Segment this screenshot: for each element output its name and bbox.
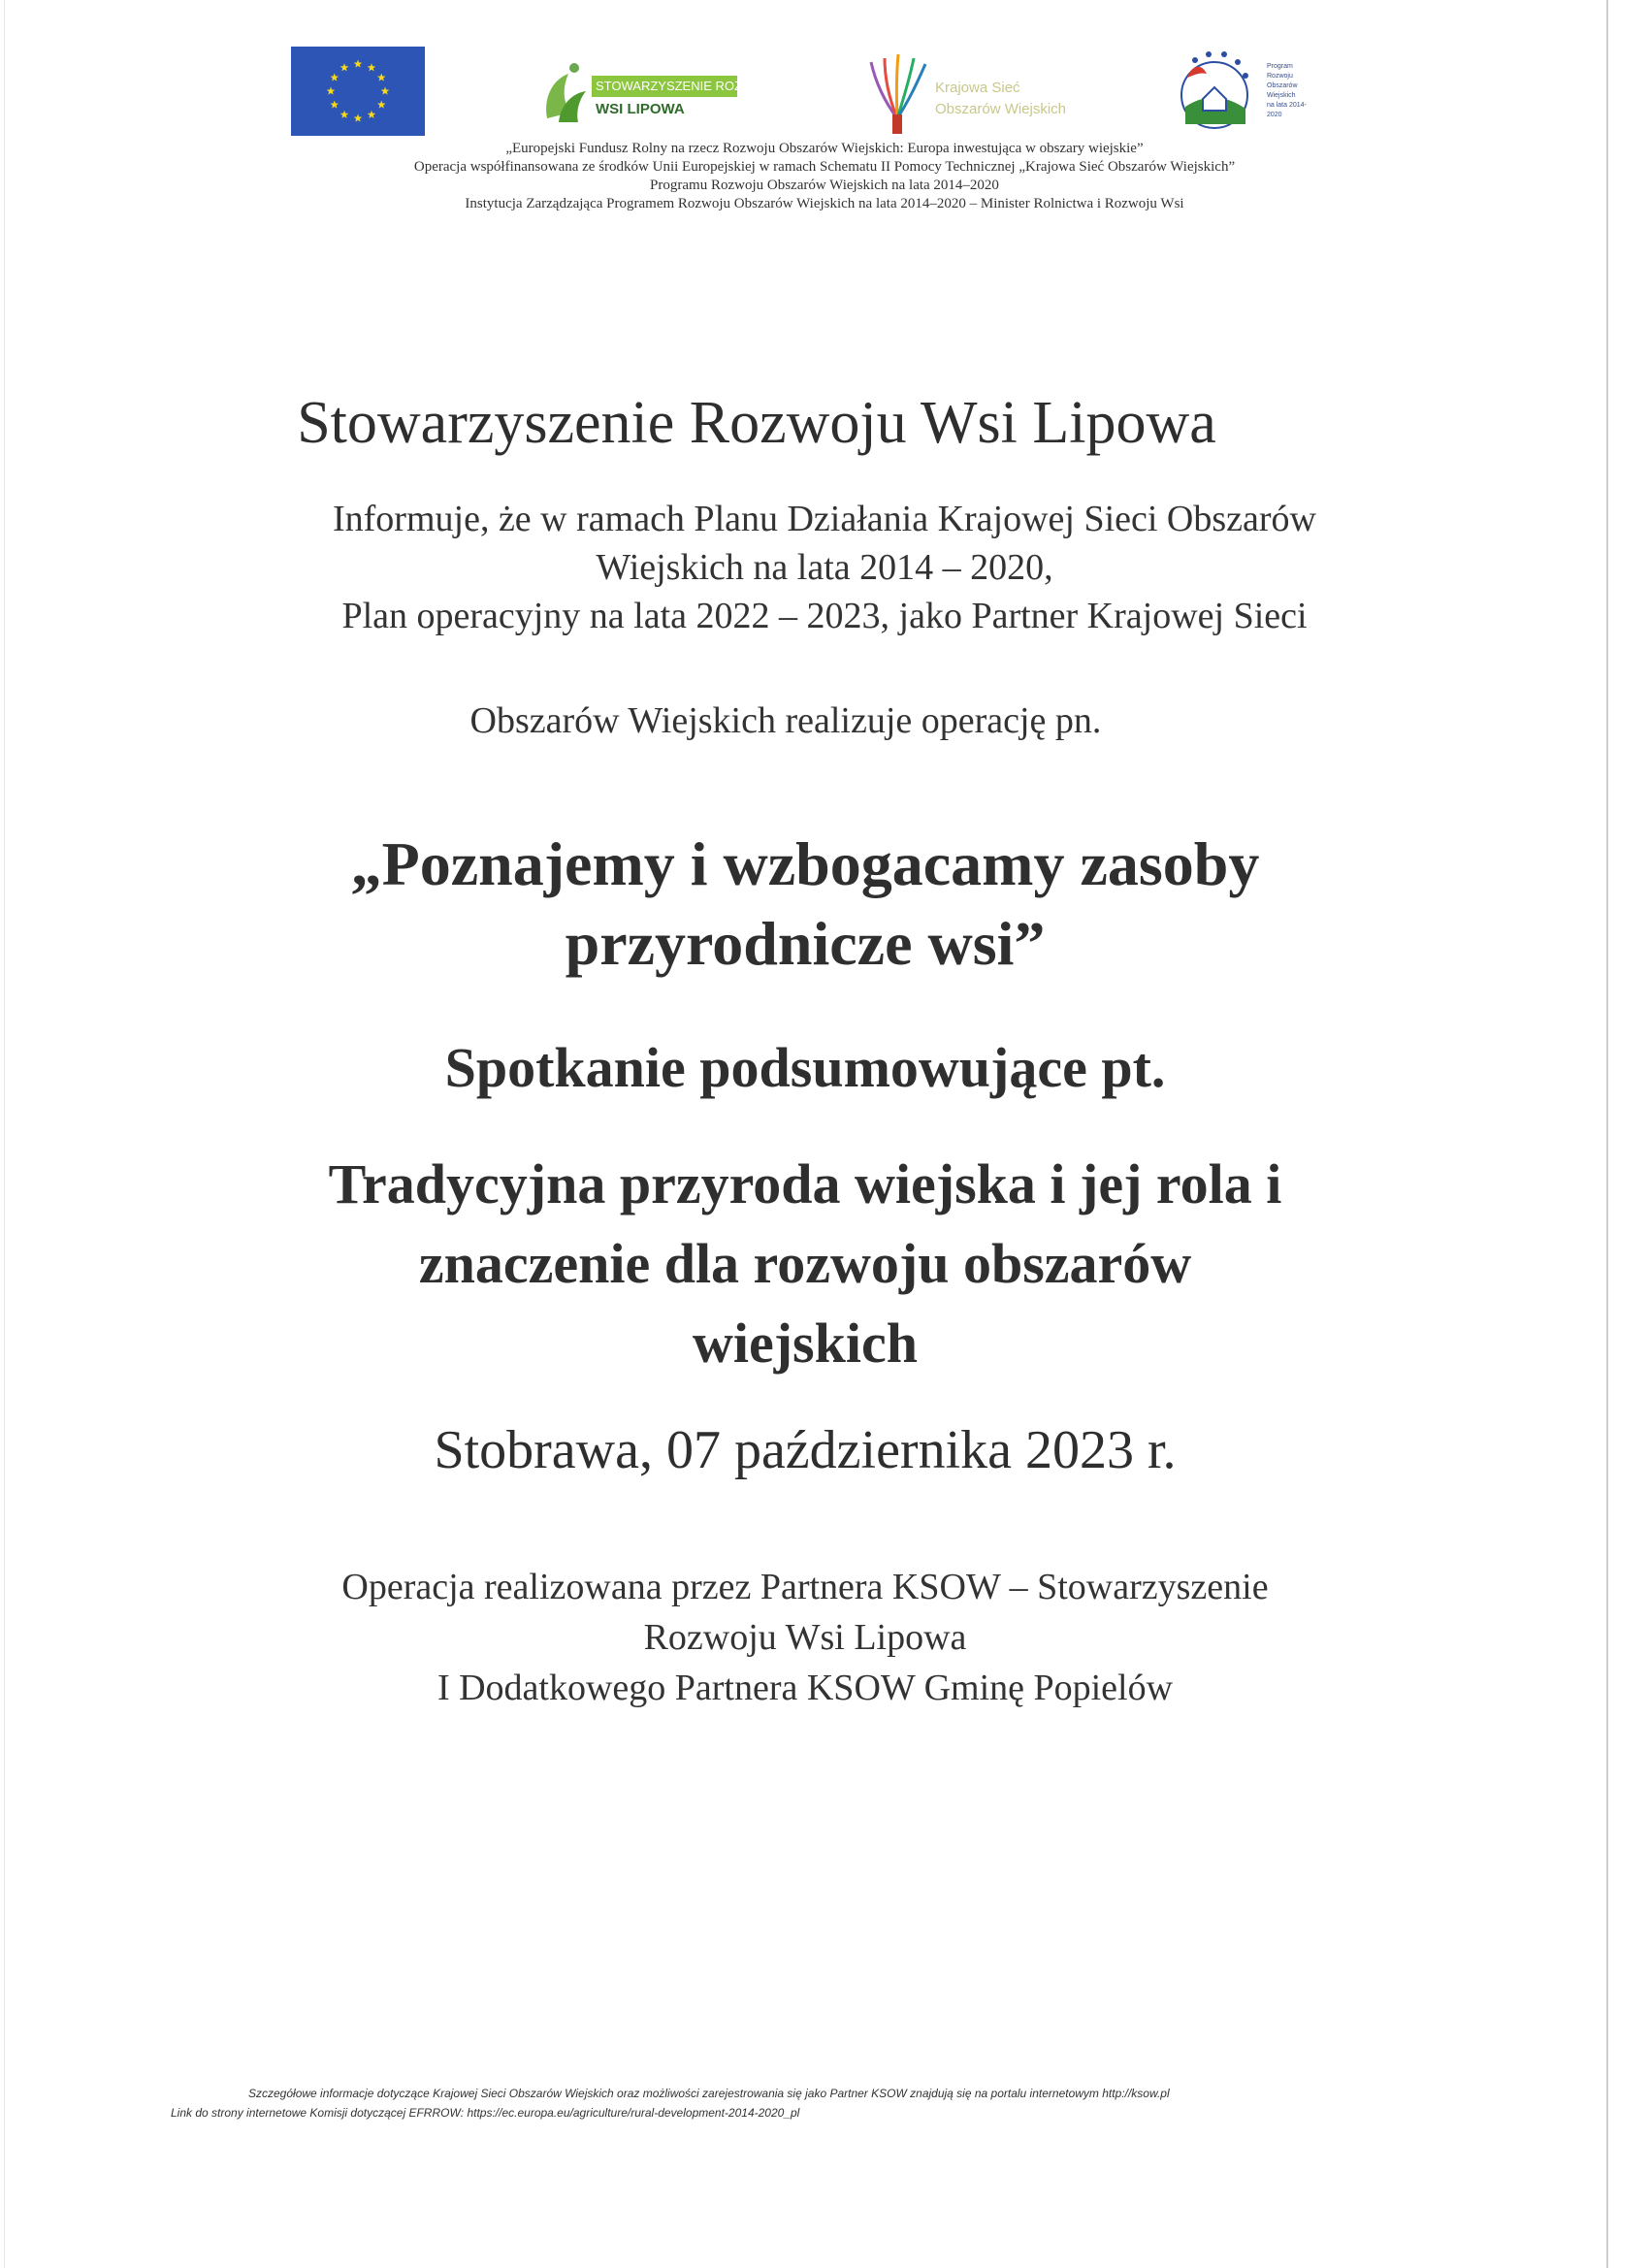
eu-star-icon <box>377 74 386 81</box>
operation-title-line: „Poznajemy i wzbogacamy zasoby <box>350 829 1260 898</box>
informs-line: Wiejskich na lata 2014 – 2020, <box>596 547 1053 588</box>
informs-continuation: Obszarów Wiejskich realizuje operację pn. <box>469 700 1102 741</box>
eu-star-icon <box>354 114 363 122</box>
association-logo-text-top: STOWARZYSZENIE ROZWOJU <box>596 79 780 93</box>
ksow-logo-icon <box>854 50 1096 138</box>
eu-star-icon <box>330 101 339 109</box>
operation-title <box>126 825 1484 984</box>
association-logo-icon <box>539 58 780 136</box>
ksow-logo-text-top: Krajowa Sieć <box>935 80 1020 96</box>
meeting-heading: Spotkanie podsumowujące pt. <box>444 1036 1166 1099</box>
eu-star-icon <box>340 63 349 71</box>
logo-strip <box>0 43 1649 149</box>
eu-star-icon <box>368 63 376 71</box>
prow-logo-icon <box>1174 49 1319 138</box>
organization-name: Stowarzyszenie Rozwoju Wsi Lipowa <box>297 390 1216 456</box>
eu-star-icon <box>368 111 376 118</box>
informs-line: Informuje, że w ramach Planu Działania Krajowej Sieci Obszarów <box>333 499 1316 539</box>
informs-paragraph <box>194 495 1455 640</box>
meeting-title-line: znaczenie dla rozwoju obszarów <box>418 1232 1192 1295</box>
meeting-title <box>126 1145 1484 1383</box>
eu-star-icon <box>354 60 363 68</box>
funding-header <box>194 140 1455 213</box>
ksow-logo-text-bottom: Obszarów Wiejskich <box>935 101 1067 117</box>
meeting-title-line: Tradycyjna przyroda wiejska i jej rola i <box>328 1152 1282 1215</box>
association-logo-text-bottom: WSI LIPOWA <box>596 101 685 117</box>
funding-line: Instytucja Zarządzająca Programem Rozwoju Obszarów Wiejskich na lata 2014–2020 – Minister Rolnictwa i Rozwoju Wsi <box>465 196 1184 211</box>
funding-line: Operacja współfinansowana ze środków Unii Europejskiej w ramach Schematu II Pomocy Technicznej „Krajowa Sieć Obszarów Wiejskich” <box>413 159 1236 175</box>
funding-line: „Europejski Fundusz Rolny na rzecz Rozwoju Obszarów Wiejskich: Europa inwestująca w obszary wiejskie” <box>505 141 1144 156</box>
footnote <box>165 2084 1581 2122</box>
eu-star-icon <box>340 111 349 118</box>
footnote-line: Link do strony internetowe Komisji dotyczącej EFRROW: https://ec.europa.eu/agriculture/rural-development-2014-2020_pl <box>171 2106 800 2120</box>
realized-by-line: Rozwoju Wsi Lipowa <box>643 1617 967 1658</box>
eu-flag-icon <box>291 47 425 136</box>
eu-star-icon <box>377 101 386 109</box>
operation-title-line: przyrodnicze wsi” <box>565 909 1046 978</box>
page-edge-right <box>1606 0 1608 2268</box>
footnote-line: Szczegółowe informacje dotyczące Krajowej Sieci Obszarów Wiejskich oraz możliwości zarejestrowania się jako Partner KSOW znajdują się na portalu internetowym http://ksow.pl <box>248 2087 1170 2100</box>
realized-by-line: Operacja realizowana przez Partnera KSOW – Stowarzyszenie <box>341 1567 1269 1607</box>
informs-line: Plan operacyjny na lata 2022 – 2023, jako Partner Krajowej Sieci <box>341 596 1308 636</box>
prow-logo-text: Program Rozwoju Obszarów Wiejskich na lata 2014-2020 <box>1267 63 1307 118</box>
eu-star-icon <box>381 87 390 95</box>
eu-star-icon <box>330 74 339 81</box>
funding-line: Programu Rozwoju Obszarów Wiejskich na lata 2014–2020 <box>650 178 999 193</box>
meeting-title-line: wiejskich <box>693 1312 918 1375</box>
realized-by-line: I Dodatkowego Partnera KSOW Gminę Popielów <box>436 1668 1174 1708</box>
place-and-date: Stobrawa, 07 października 2023 r. <box>434 1420 1177 1480</box>
eu-star-icon <box>327 87 336 95</box>
realized-by <box>126 1562 1484 1713</box>
page-edge-left <box>4 0 5 2268</box>
